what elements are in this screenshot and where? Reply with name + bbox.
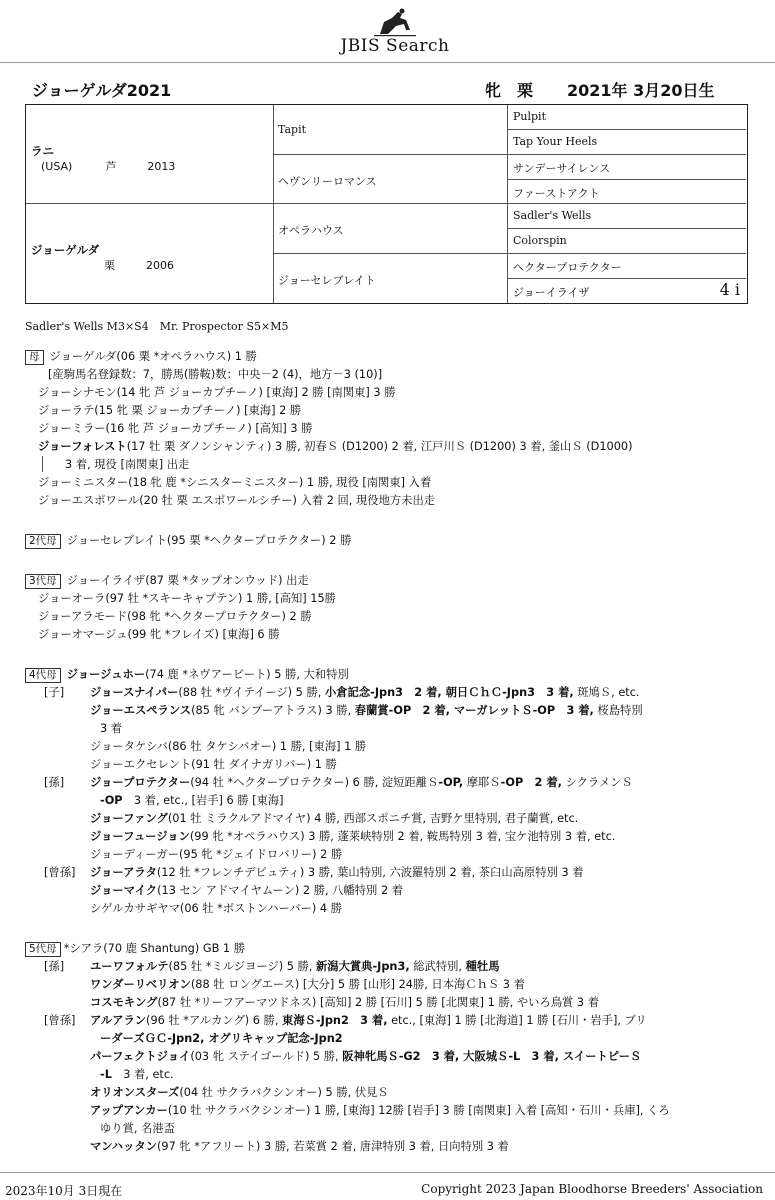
offspring-line[interactable] [38, 438, 633, 454]
horse-sex: 牝 [485, 81, 502, 100]
offspring-name[interactable]: ジョーエスペランス [90, 704, 192, 717]
pedigree-g3-cell[interactable] [508, 105, 746, 130]
offspring-record: (94 牡 *ヘクタープロテクター) 6 勝, 淀短距離Ｓ [190, 776, 439, 789]
offspring-line[interactable] [44, 684, 640, 700]
pedigree-sire-cell[interactable] [26, 105, 274, 204]
section-g2dam [25, 532, 351, 549]
offspring-line[interactable] [44, 774, 633, 790]
offspring-line[interactable] [44, 864, 584, 880]
pedigree-g3-name[interactable]: ジョーイライザ [513, 286, 590, 299]
offspring-record: (03 牝 ステイゴールド) 5 勝, [190, 1050, 343, 1063]
graded-result: 春蘭賞-OP 2 着, マーガレットＳ-OP 3 着, [354, 704, 594, 717]
offspring-line[interactable] [90, 828, 615, 844]
offspring-record: 3 着, etc., [岩手] 6 勝 [東海] [122, 794, 284, 807]
generation-label: [子] [44, 686, 65, 699]
offspring-line[interactable] [90, 994, 599, 1010]
offspring-name[interactable]: ジョーアラタ [90, 866, 157, 879]
pedigree-g2-cell[interactable] [274, 155, 508, 204]
dam-name[interactable]: ジョーゲルダ [31, 243, 100, 257]
offspring-record: シクラメンＳ [561, 776, 633, 789]
pedigree-g2-cell[interactable] [274, 204, 508, 254]
graded-result: 阪神牝馬Ｓ-G2 3 着, 大阪城Ｓ-L 3 着, スイートピーＳ [342, 1050, 642, 1063]
graded-result: 小倉記念-Jpn3 2 着, 朝日ＣｈＣ-Jpn3 3 着, [324, 686, 574, 699]
g5dam-line: *シアラ(70 鹿 Shantung) GB 1 勝 [63, 942, 245, 955]
g2dam-line: ジョーセレブレイト(95 栗 *ヘクタープロテクター) 2 勝 [66, 534, 352, 547]
offspring-record: 摩耶Ｓ [463, 776, 501, 789]
pedigree-g2-name[interactable]: ヘヴンリーロマンス [278, 175, 377, 188]
offspring-name[interactable]: ジョーマイク [90, 884, 158, 897]
offspring-name[interactable]: ジョーフォレスト [38, 440, 127, 453]
offspring-line[interactable] [90, 882, 403, 898]
pedigree-g3-name[interactable]: ファーストアクト [513, 187, 600, 200]
g5dam-header [25, 940, 245, 957]
offspring-record: (85 牡 *ミルジヨージ) 5 勝, [168, 960, 316, 973]
footer-copyright: Copyright 2023 Japan Bloodhorse Breeders' Association [421, 1182, 763, 1196]
offspring-line-cont [100, 792, 284, 808]
horse-name: ジョーゲルダ2021 [32, 81, 172, 100]
generation-label: [孫] [44, 776, 65, 789]
offspring-record: (85 牝 バンブーアトラス) 3 勝, [191, 704, 355, 717]
offspring-name[interactable]: ワンダーリベリオン [90, 978, 191, 991]
graded-result: -OP, [438, 776, 464, 789]
pedigree-g3-name[interactable]: Pulpit [513, 110, 546, 123]
offspring-record: 総武特別, [409, 960, 466, 973]
horse-color: 栗 [517, 81, 534, 100]
pedigree-g2-cell[interactable] [274, 254, 508, 303]
footer-date: 2023年10月 3日現在 [5, 1184, 123, 1198]
offspring-name[interactable]: オリオンスターズ [90, 1086, 180, 1099]
pedigree-g3-cell[interactable] [508, 229, 746, 254]
offspring-record: etc., [東海] 1 勝 [北海道] 1 勝 [石川・岩手], ブリ [387, 1014, 647, 1027]
generation-label: [曾孫] [44, 1014, 76, 1027]
pedigree-g3-name[interactable]: Tap Your Heels [513, 135, 598, 148]
pedigree-g3-name[interactable]: ヘクタープロテクター [513, 261, 622, 274]
offspring-line[interactable]: ジョーエクセレント(91 牡 ダイナガリバー) 1 勝 [90, 758, 337, 771]
offspring-record: (12 牡 *フレンチデピュティ) 3 勝, 葉山特別, 六波羅特別 2 着, 茶臼山高原特別 3 着 [156, 866, 584, 879]
offspring-record: 桜島特別 [593, 704, 643, 717]
offspring-line[interactable] [44, 1012, 647, 1028]
horse-rider-icon [374, 8, 416, 38]
offspring-line[interactable] [90, 1102, 670, 1118]
offspring-line-cont: 3 着 [100, 722, 123, 735]
generation-label: [孫] [44, 960, 65, 973]
g3dam-line: ジョーイライザ(87 栗 *タップオンウッド) 出走 [66, 574, 309, 587]
pedigree-dam-cell[interactable] [26, 204, 274, 303]
offspring-record: (04 牡 サクラバクシンオー) 5 勝, 伏見Ｓ [179, 1086, 389, 1099]
generation-label: [曾孫] [44, 866, 76, 879]
pedigree-g3-name[interactable]: Sadler's Wells [513, 209, 592, 222]
offspring-name[interactable]: ユーワフォルテ [90, 960, 169, 973]
header-divider [0, 62, 775, 63]
pedigree-g3-cell[interactable] [508, 130, 746, 155]
pedigree-g3-name[interactable]: サンデーサイレンス [513, 162, 611, 175]
sire-color: 芦 [105, 160, 117, 173]
offspring-record: 斑鳩Ｓ, etc. [573, 686, 640, 699]
pedigree-g2-cell[interactable] [274, 105, 508, 155]
pedigree-g3-cell[interactable] [508, 254, 746, 279]
offspring-record: (99 牝 *オペラハウス) 3 勝, 蓬莱峡特別 2 着, 鞍馬特別 3 着, 宝ケ池特別 3 着, etc. [189, 830, 616, 843]
offspring-line-cont: ゆり賞, 名港盃 [100, 1122, 175, 1135]
brand-text: JBIS Search [340, 36, 450, 56]
offspring-name[interactable]: パーフェクトジョイ [90, 1050, 191, 1063]
offspring-record: (88 牡 *ヴイテイージ) 5 勝, [178, 686, 325, 699]
dam-offspring-stats: [産駒馬名登録数：7，勝馬(勝鞍)数：中央－2 (4)，地方－3 (10)] [48, 368, 383, 381]
sire-name[interactable]: ラニ [31, 144, 54, 158]
offspring-line[interactable]: ジョーシナモン(14 牝 芦 ジョーカプチーノ) [東海] 2 勝 [南関東] 3 勝 [38, 386, 396, 399]
graded-result: 東海Ｓ-Jpn2 3 着, [282, 1014, 388, 1027]
graded-result: ーダーズＧＣ-Jpn2, オグリキャップ記念-Jpn2 [100, 1032, 343, 1045]
section-tag: 2代母 [25, 534, 61, 549]
offspring-line[interactable]: ジョーミラー(16 牝 芦 ジョーカプチーノ) [高知] 3 勝 [38, 422, 313, 435]
pedigree-g3-cell[interactable] [508, 155, 746, 180]
dam-year: 2006 [146, 259, 174, 272]
offspring-name[interactable]: アップアンカー [90, 1104, 168, 1117]
offspring-line[interactable] [90, 1048, 641, 1064]
offspring-line[interactable] [90, 810, 578, 826]
offspring-line[interactable] [90, 702, 643, 718]
graded-result: 新潟大賞典-Jpn3, [315, 960, 410, 973]
offspring-record: (96 牡 *アルカング) 6 勝, [146, 1014, 283, 1027]
offspring-line[interactable]: ジョーディーガー(95 牝 *ジェイドロバリー) 2 勝 [90, 848, 343, 861]
pedigree-g2-name[interactable]: Tapit [278, 123, 307, 136]
offspring-line[interactable] [90, 976, 525, 992]
g4dam-name[interactable]: ジョージュホー [66, 668, 146, 681]
offspring-line[interactable] [44, 958, 500, 974]
offspring-line[interactable]: ジョータケシバ(86 牡 タケシバオー) 1 勝, [東海] 1 勝 [90, 740, 367, 753]
inbreeding-summary: Sadler's Wells M3×S4 Mr. Prospector S5×M5 [25, 320, 289, 333]
pedigree-g2-name[interactable]: オペラハウス [278, 224, 344, 237]
dam-header [25, 348, 257, 365]
offspring-line[interactable]: シゲルカサギヤマ(06 牡 *ボストンハーバー) 4 勝 [90, 902, 342, 915]
offspring-line[interactable] [90, 1138, 509, 1154]
graded-result: -L [100, 1068, 112, 1081]
offspring-line-cont: 3 着, 現役 [南関東] 出走 [42, 456, 189, 472]
graded-result: -OP 2 着, [500, 776, 562, 789]
inbreeding-note: 4 i [719, 280, 740, 299]
graded-result: 種牡馬 [465, 960, 500, 973]
g4dam-record: (74 鹿 *ネヴアービート) 5 勝, 大和特別 [145, 668, 349, 681]
footer-divider [0, 1172, 775, 1173]
offspring-name[interactable]: ジョーファング [90, 812, 168, 825]
pedigree-g3-cell[interactable] [508, 279, 746, 303]
pedigree-g3-cell[interactable] [508, 180, 746, 204]
offspring-name[interactable]: コスモキング [90, 996, 158, 1009]
dam-color: 栗 [104, 259, 115, 272]
offspring-line[interactable]: ジョーエスポワール(20 牡 栗 エスポワールシチー) 入着 2 回, 現役地方未出走 [38, 494, 436, 507]
graded-result: -OP [100, 794, 123, 807]
g4dam-header [25, 666, 349, 683]
offspring-record: (17 牡 栗 ダノンシャンティ) 3 勝, 初春Ｓ (D1200) 2 着, 江戸川Ｓ (D1200) 3 着, 釜山Ｓ (D1000) [126, 440, 633, 453]
offspring-line[interactable]: ジョーオーラ(97 牡 *スキーキャプテン) 1 勝, [高知] 15勝 [38, 592, 336, 605]
sire-country: (USA) [41, 160, 73, 173]
offspring-record: 3 着, etc. [111, 1068, 174, 1081]
horse-birthdate: 2021年 3月20日生 [567, 81, 715, 100]
offspring-line[interactable]: ジョーミニスター(18 牝 鹿 *シニスターミニスター) 1 勝, 現役 [南関東] 入着 [38, 476, 432, 489]
pedigree-g3-cell[interactable] [508, 204, 746, 229]
offspring-record: (01 牡 ミラクルアドマイヤ) 4 勝, 西部スポニチ賞, 吉野ケ里特別, 君子蘭賞, etc. [167, 812, 579, 825]
section-tag: 3代母 [25, 574, 61, 589]
offspring-line-cont [100, 1066, 174, 1082]
section-tag: 4代母 [25, 668, 61, 683]
offspring-record: (88 牡 ロングエース) [大分] 5 勝 [山形] 24勝, 日本海ＣｈＳ 3 着 [190, 978, 525, 991]
jbis-logo[interactable] [330, 8, 460, 54]
pedigree-g3-name[interactable]: Colorspin [513, 234, 567, 247]
sire-info [41, 158, 175, 174]
horse-title-bar [32, 78, 752, 102]
offspring-line[interactable]: ジョーオマージュ(99 牝 *フレイズ) [東海] 6 勝 [38, 628, 280, 641]
pedigree-table [25, 104, 748, 304]
sire-year: 2013 [147, 160, 176, 173]
dam-line: ジョーゲルダ(06 栗 *オペラハウス) 1 勝 [49, 350, 257, 363]
dam-info [104, 257, 174, 273]
offspring-line[interactable]: ジョーアラモード(98 牝 *ヘクタープロテクター) 2 勝 [38, 610, 312, 623]
offspring-name[interactable]: ジョースナイパー [90, 686, 179, 699]
offspring-record: (10 牡 サクラバクシンオー) 1 勝, [東海] 12勝 [岩手] 3 勝 [南関東] 入着 [高知・石川・兵庫], くろ [167, 1104, 670, 1117]
offspring-record: (87 牡 *リーフアーマツドネス) [高知] 2 勝 [石川] 5 勝 [北関東] 1 勝, やいろ鳥賞 3 着 [157, 996, 600, 1009]
offspring-name[interactable]: ジョーフュージョン [90, 830, 190, 843]
offspring-name[interactable]: マンハッタン [90, 1140, 157, 1153]
g3dam-header [25, 572, 309, 589]
section-tag: 5代母 [25, 942, 61, 957]
offspring-name[interactable]: ジョープロテクター [90, 776, 191, 789]
offspring-line[interactable]: ジョーラテ(15 牝 栗 ジョーカプチーノ) [東海] 2 勝 [38, 404, 302, 417]
section-tag: 母 [25, 350, 44, 365]
offspring-line-cont [100, 1030, 343, 1046]
pedigree-g2-name[interactable]: ジョーセレブレイト [278, 274, 376, 287]
offspring-line[interactable] [90, 1084, 389, 1100]
offspring-record: (13 セン アドマイヤムーン) 2 勝, 八幡特別 2 着 [157, 884, 404, 897]
offspring-record: (97 牝 *アフリート) 3 勝, 若菜賞 2 着, 唐津特別 3 着, 日向特別 3 着 [157, 1140, 509, 1153]
offspring-name[interactable]: アルアラン [90, 1014, 147, 1027]
